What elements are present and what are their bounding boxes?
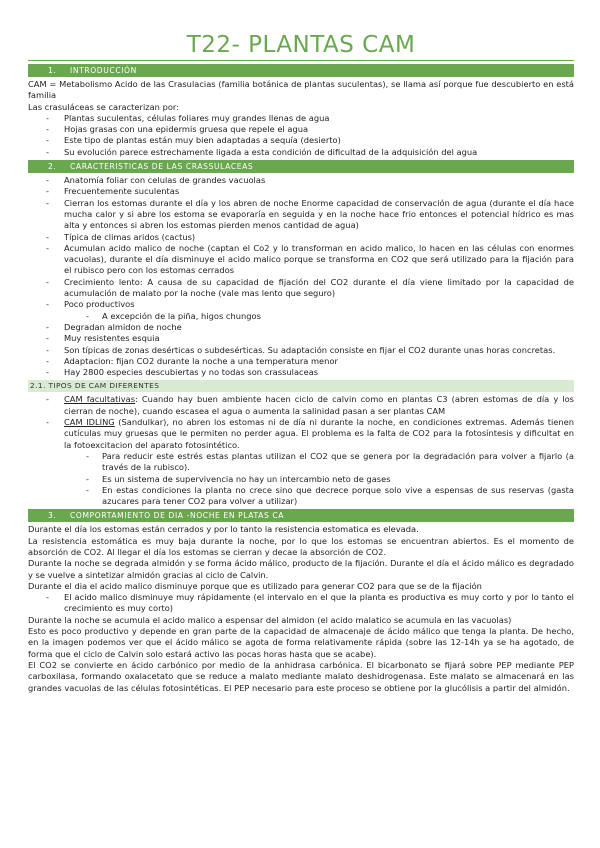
paragraph: Las crasuláceas se caracterizan por:: [28, 101, 179, 112]
section-heading-introduccion: [28, 64, 574, 77]
section-number: 3.: [48, 511, 57, 521]
list-item: - Hojas grasas con una epidermis gruesa que repele el agua: [46, 124, 309, 135]
section-heading-comportamiento: [28, 509, 574, 522]
list-item: - Cierran los estomas durante el día y los abren de noche Enorme capacidad de conservación de agua (durante el día hace mucha calor y si abre los estoma se evaporaría en seguida y en la noche hace frio entonces el potencial hídrico es mas alta y entonces si abren los estomas pierden menos cantidad de agua): [46, 197, 574, 231]
list-item: - Frecuentemente suculentas: [46, 186, 180, 197]
section-title: COMPORTAMIENTO DE DIA -NOCHE EN PLATAS CA: [70, 511, 285, 521]
list-item: - Son típicas de zonas desérticas o subdesérticas. Su adaptación consiste en fijar el CO2 durante unas horas concretas.: [46, 344, 556, 355]
list-item: - Típica de climas aridos (cactus): [46, 231, 196, 242]
list-item: - Plantas suculentas, células foliares muy grandes llenas de agua: [46, 112, 330, 123]
list-item: - Hay 2800 especies descubiertas y no todas son crassulaceas: [46, 367, 319, 378]
sub-list-item: - En estas condiciones la planta no crece sino que decrece porque solo vive a espensas de sus reservas (gasta azucares para tener CO2 para volver a utilizar): [86, 484, 574, 507]
paragraph: La resistencia estomática es muy baja durante la noche, por lo que los estomas se encuentran abiertos. Es el momento de absorción de CO2. Al llegar el día los estomas se cierran y decae la absorción de CO2.: [28, 535, 574, 557]
list-item: - CAM IDLING (Sandulkar), no abren los estomas ni de día ni durante la noche, en condiciones extremas. Además tienen cutículas muy gruesas que le permiten no perder agua. El problema es la falta de CO2 para la fotosíntesis y dificultat en la fotoexcitacion del aparato fotosintético.: [46, 417, 574, 450]
list-item: - Su evolución parece estrechamente ligada a esta condición de dificultad de la adquisición del agua: [46, 146, 478, 157]
paragraph: Durante el día los estomas están cerrados y por lo tanto la resistencia estomatica es elevada.: [28, 524, 419, 535]
section-number: 1.: [48, 66, 57, 75]
page-title: T22- PLANTAS CAM: [186, 32, 416, 58]
term-label: CAM facultativas: [64, 394, 136, 405]
paragraph: Durante el dia el acido malico disminuye porque que es utilizado para generar CO2 para que se de la fijación: [28, 580, 482, 591]
list-item: - Adaptacion: fijan CO2 durante la noche a una temperatura menor: [46, 355, 338, 366]
title-divider: [28, 60, 574, 61]
sub-list-item: - Para reducir este estrés estas plantas utilizan el CO2 que se genera por la degradación para volver a fijarlo (a través de la rubisco).: [86, 450, 574, 473]
list-item: - Muy resistentes esquia: [46, 333, 160, 344]
paragraph: Durante la noche se degrada almidón y se forma ácido málico, producto de la fijación. Durante el día el ácido málico es degradado y se vuelve a sintetizar almidón gracias al ciclo de Calvin.: [28, 558, 574, 580]
list-item: - Degradan almidon de noche: [46, 321, 182, 332]
list-item: - Poco productivos: [46, 299, 135, 310]
list-item: - Crecimiento lento: A causa de su capacidad de fijación del CO2 durante el día viene limitado por la capacidad de acumulación de malato por la noche (vale mas lento que seguro): [46, 276, 574, 299]
section-title: INTRODUCCIÓN: [70, 66, 137, 75]
document-page: [28, 32, 574, 694]
paragraph: El CO2 se convierte en ácido carbónico por medio de la anhidrasa carbónica. El bicarbonato se fijará sobre PEP mediante PEP carboxilasa, formando oxalacetato que se reduce a malato mediante malato deshidrogenasa. Este malato se almacenará en las grandes vacuolas de las células fotosintéticas. El PEP necesario para este proceso se obtiene por la glucólisis a partir del almidón.: [28, 659, 574, 693]
sub-list-item: - A excepción de la piña, higos chungos: [86, 310, 261, 321]
bullet-list: [28, 175, 574, 378]
sub-list-item: - Es un sistema de supervivencia no hay un intercambio neto de gases: [86, 473, 391, 484]
bullet-list: [28, 113, 574, 158]
paragraph: Durante la noche se acumula el acido malico a espensar del almidon (el acido malatico se acumula en las vacuolas): [28, 614, 512, 625]
section-title: CARACTERISTICAS DE LAS CRASSULACEAS: [70, 162, 254, 172]
bullet-list: [28, 592, 574, 615]
section-heading-caracteristicas: [28, 160, 574, 173]
list-item: - El acido malico disminuye muy rápidamente (el intervalo en el que la planta es productiva es muy corto y por lo tanto el crecimiento es muy corto): [46, 592, 574, 614]
paragraph: CAM = Metabolismo Acido de las Crasulacias (familia botánica de plantas suculentas), se llama así porque fue descubierto en está familia: [28, 79, 574, 101]
bullet-list: [28, 394, 574, 507]
term-label: CAM IDLING: [64, 417, 115, 428]
subsection-heading-tipos-cam: 2.1. TIPOS DE CAM DIFERENTES: [28, 380, 574, 392]
paragraph: Esto es poco productivo y depende en gran parte de la capacidad de almacenaje de ácido málico que tenga la planta. De hecho, en la imagen podemos ver que el ácido málico se agota de forma relativamente rápida (sobre las 12-14h ya se ha agotado, de forma que el ciclo de Calvin solo estará activo las pocas horas hasta que se acabe).: [28, 626, 574, 659]
list-item: - Este tipo de plantas están muy bien adaptadas a sequía (desierto): [46, 135, 341, 146]
list-item: - CAM facultativas: Cuando hay buen ambiente hacen ciclo de calvin como en plantas C3 (abren estomas de día y los cierran de noche), cuando escasea el agua o aumenta la salinidad pasan a ser plantas CAM: [46, 394, 574, 416]
section-number: 2.: [48, 162, 57, 172]
list-item: - Acumulan acido malico de noche (captan el Co2 y lo transforman en acido malico, lo hacen en las células con enormes vacuolas), durante el día disminuye el acido malico porque se transforma en CO2 que será utilizado para la fijación para el rubisco pero con los estomas cerrados: [46, 242, 574, 276]
list-item: - Anatomía foliar con celulas de grandes vacuolas: [46, 175, 266, 186]
